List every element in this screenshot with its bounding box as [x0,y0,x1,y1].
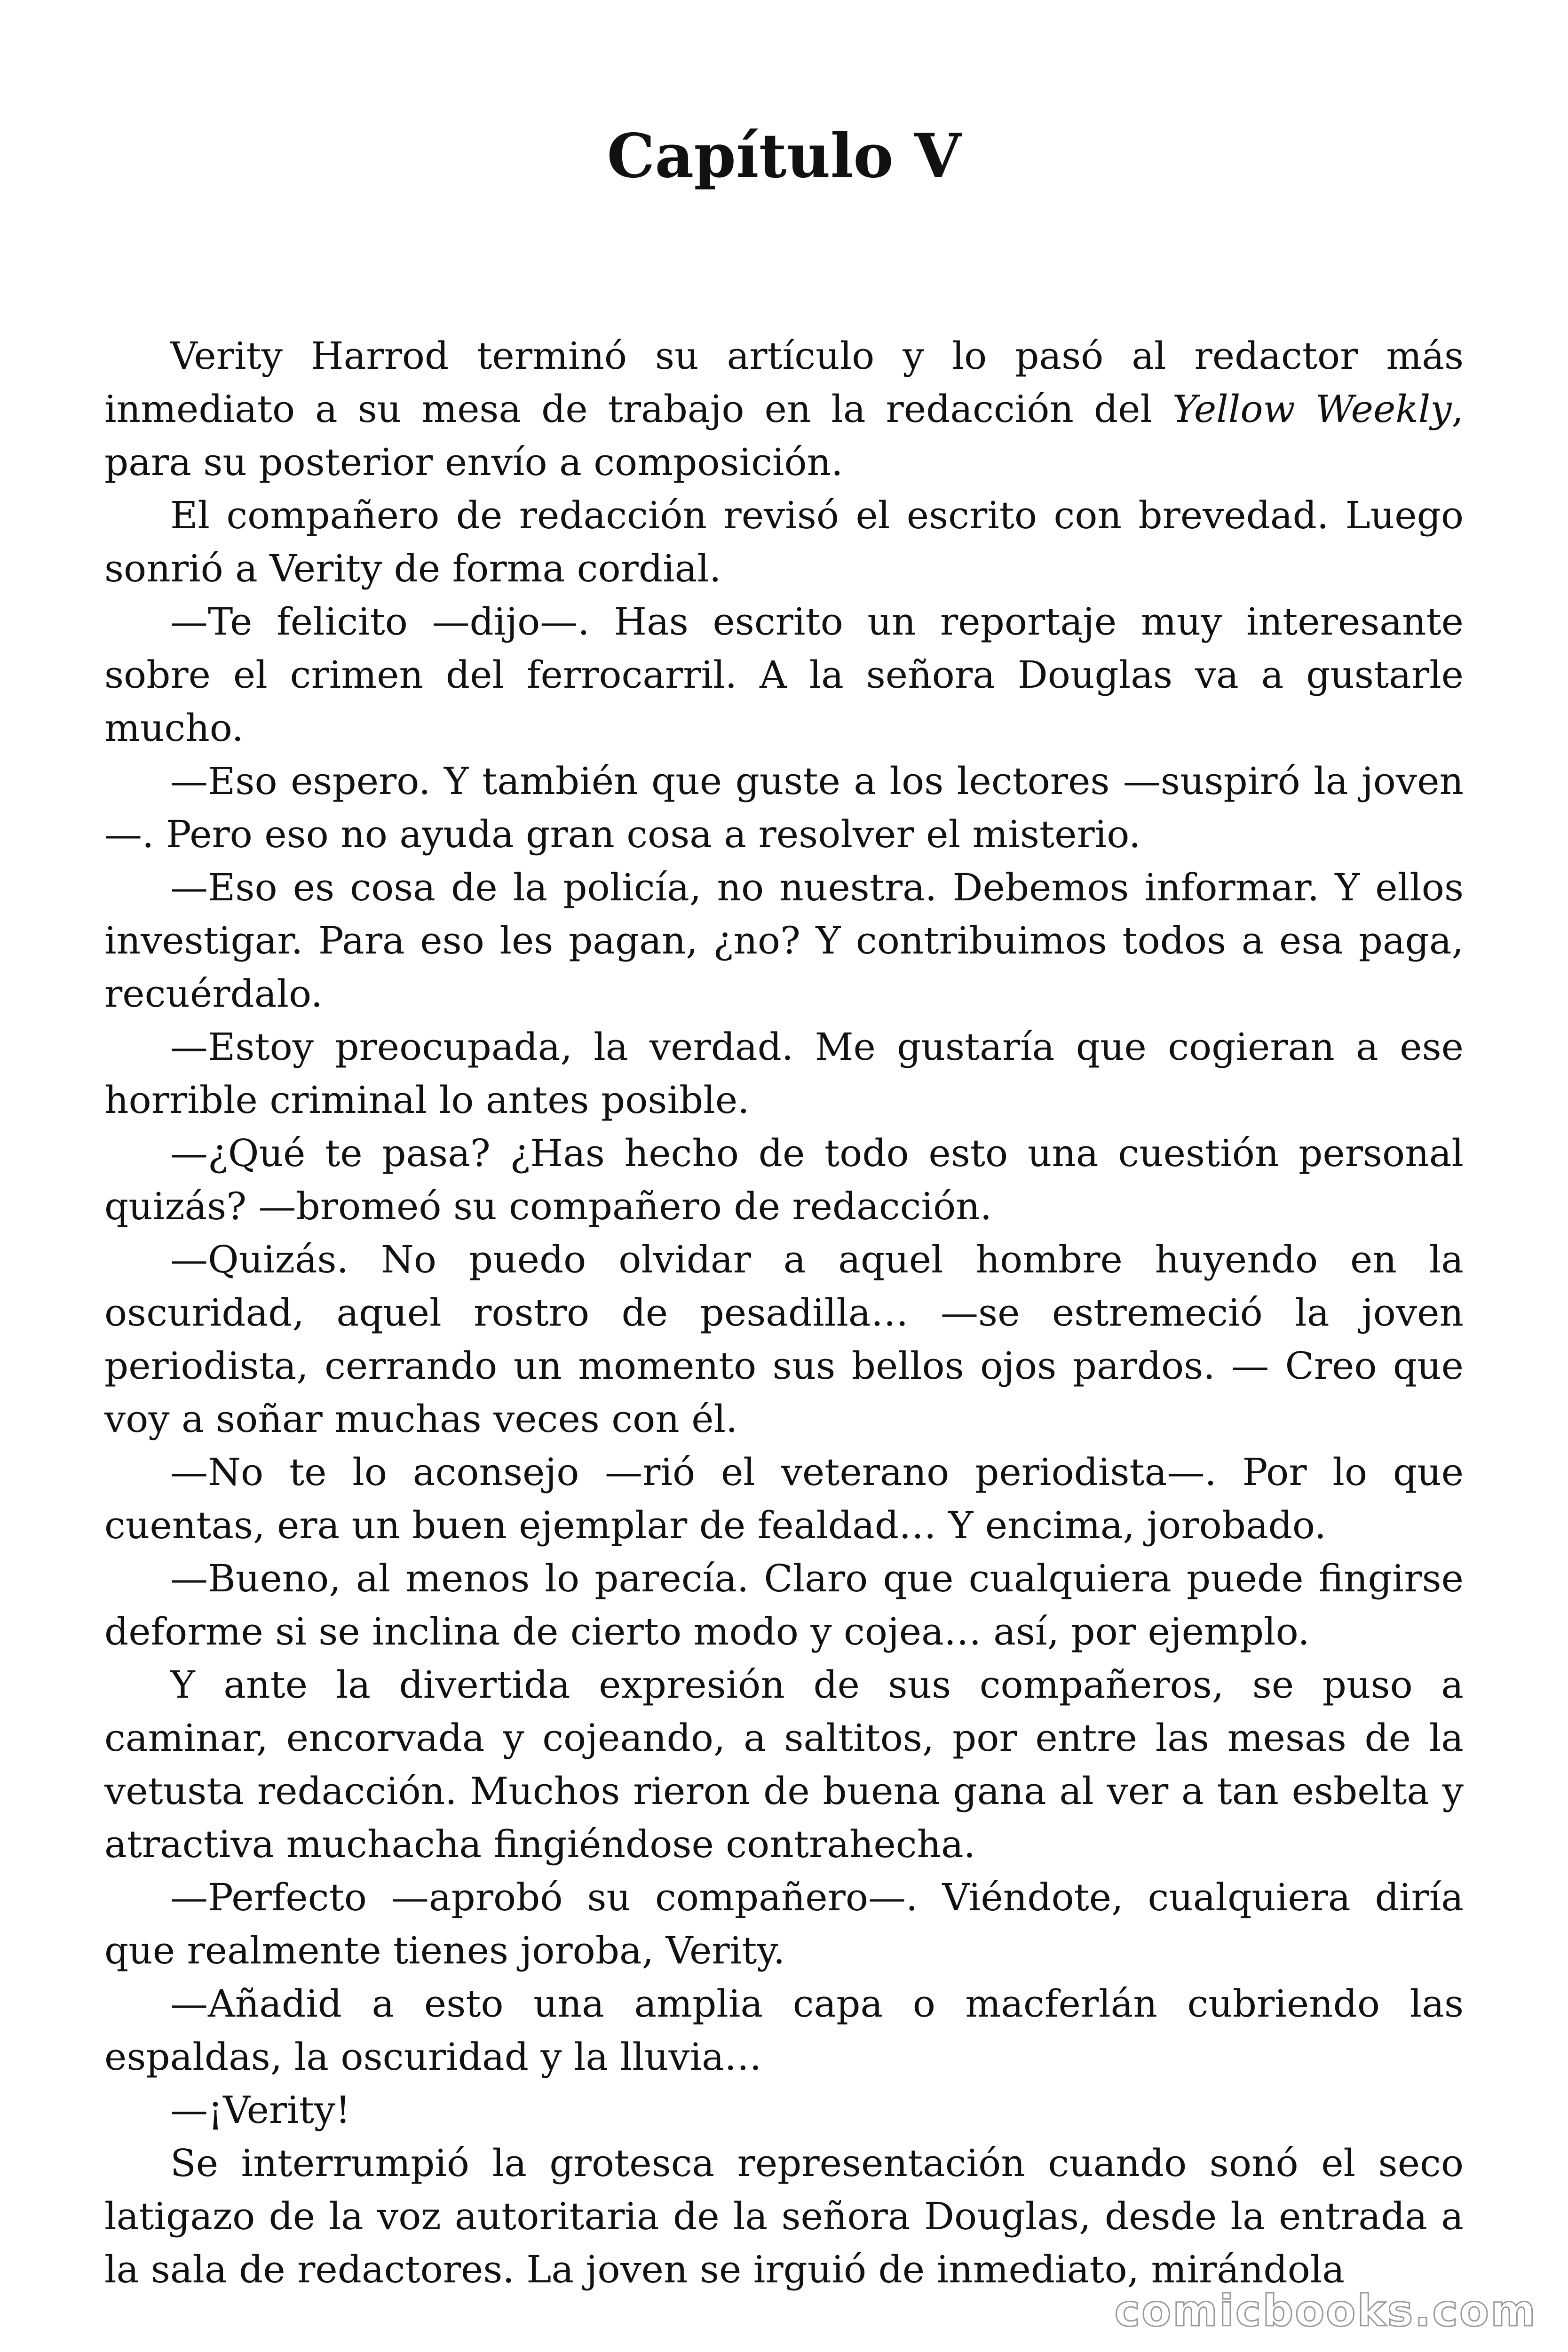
paragraph-4: —Eso espero. Y también que guste a los lectores —suspiró la joven —. Pero eso no ayuda gran cosa a resolver el misterio. [104,759,1464,856]
paragraph-2: El compañero de redacción revisó el escrito con brevedad. Luego sonrió a Verity de forma cordial. [104,493,1464,590]
paragraph-15: Se interrumpió la grotesca representación cuando sonó el seco latigazo de la voz autoritaria de la señora Douglas, desde la entrada a la sala de redactores. La joven se irguió de inmediato, mirándola [104,2141,1464,2291]
paragraph-6: —Estoy preocupada, la verdad. Me gustaría que cogieran a ese horrible criminal lo antes posible. [104,1025,1464,1122]
paragraph-12: —Perfecto —aprobó su compañero—. Viéndote, cualquiera diría que realmente tienes joroba, Verity. [104,1875,1464,1972]
paragraph-9: —No te lo aconsejo —rió el veterano periodista—. Por lo que cuentas, era un buen ejemplar de fealdad… Y encima, jorobado. [104,1450,1464,1547]
paragraph-3: —Te felicito —dijo—. Has escrito un reportaje muy interesante sobre el crimen del ferrocarril. A la señora Douglas va a gustarle mucho. [104,600,1464,750]
publication-name: Yellow Weekly [1172,387,1452,431]
paragraph-1-text-after: , para su posterior envío a composición. [104,387,1464,484]
chapter-body [104,329,1464,2296]
paragraph-13: —Añadid a esto una amplia capa o macferlán cubriendo las espaldas, la oscuridad y la lluvia… [104,1982,1464,2079]
paragraph-14: —¡Verity! [170,2088,351,2132]
paragraph-7: —¿Qué te pasa? ¿Has hecho de todo esto una cuestión personal quizás? —bromeó su compañero de redacción. [104,1131,1464,1228]
paragraph-10: —Bueno, al menos lo parecía. Claro que cualquiera puede fingirse deforme si se inclina de cierto modo y cojea… así, por ejemplo. [104,1557,1464,1653]
paragraph-8: —Quizás. No puedo olvidar a aquel hombre huyendo en la oscuridad, aquel rostro de pesadilla… —se estremeció la joven periodista, cerrando un momento sus bellos ojos pardos. — Creo que voy a soñar muchas veces con él. [104,1238,1464,1441]
watermark: comicbooks.com [1114,2286,1537,2336]
paragraph-5: —Eso es cosa de la policía, no nuestra. Debemos informar. Y ellos investigar. Para eso les pagan, ¿no? Y contribuimos todos a esa paga, recuérdalo. [104,866,1464,1016]
paragraph-1 [104,329,1464,489]
chapter-title: Capítulo V [607,121,961,191]
paragraph-11: Y ante la divertida expresión de sus compañeros, se puso a caminar, encorvada y cojeando, a saltitos, por entre las mesas de la vetusta redacción. Muchos rieron de buena gana al ver a tan esbelta y atractiva muchacha fingiéndose contrahecha. [104,1663,1464,1866]
paragraph-1-text-before: Verity Harrod terminó su artículo y lo pasó al redactor más inmediato a su mesa de trabajo en la redacción del [104,334,1464,431]
